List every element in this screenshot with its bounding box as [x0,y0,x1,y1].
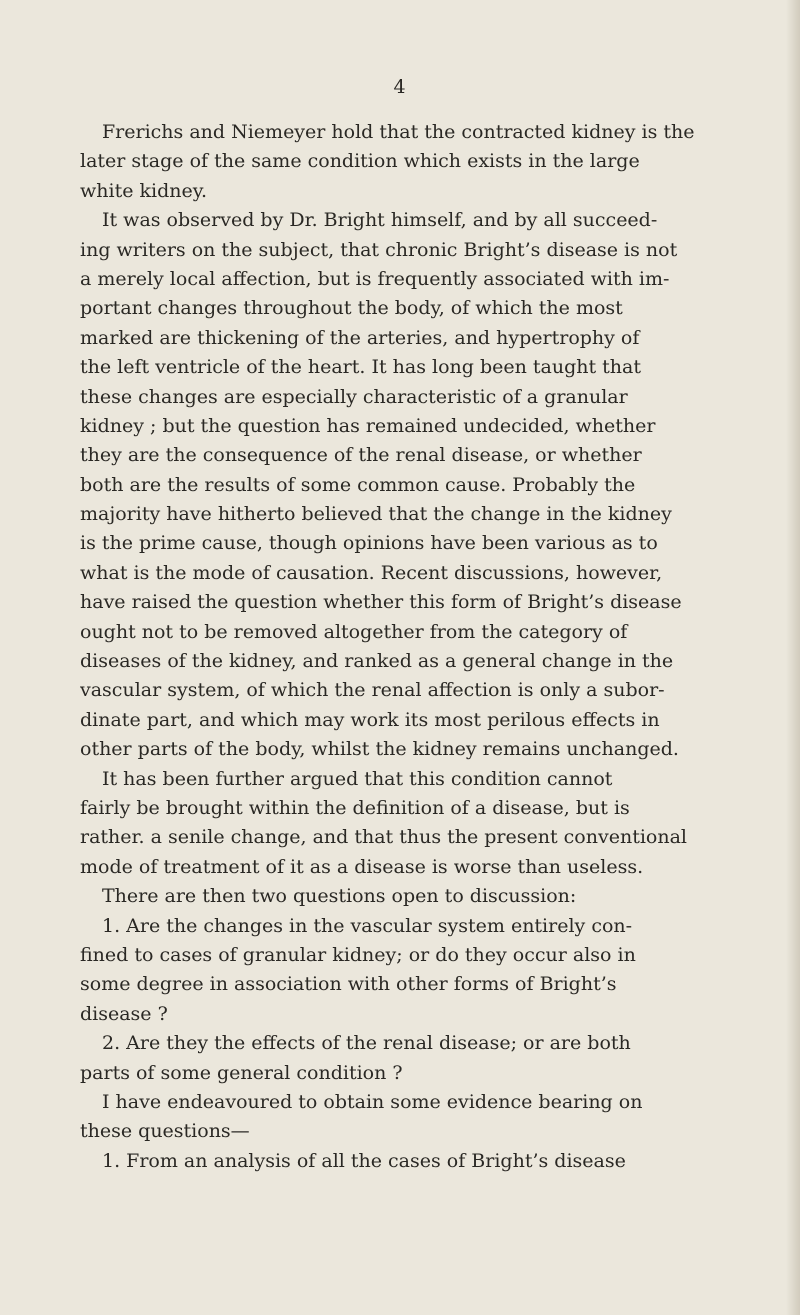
text-line: dinate part, and which may work its most perilous effects in [80,708,660,731]
text-line: 2. Are they the effects of the renal disease; or are both [102,1032,631,1055]
text-line: portant changes throughout the body, of which the most [80,297,623,320]
text-line: is the prime cause, though opinions have been various as to [80,532,658,555]
page-edge-shadow [786,0,800,1315]
text-line: diseases of the kidney, and ranked as a general change in the [80,650,674,673]
text-line: kidney ; but the question has remained undecided, whether [80,414,656,437]
text-line: what is the mode of causation. Recent discussions, however, [80,561,663,584]
text-line: marked are thickening of the arteries, and hypertrophy of [80,326,640,349]
text-line: these questions— [80,1120,250,1143]
text-line: a merely local affection, but is frequently associated with im- [80,267,670,290]
text-line: they are the consequence of the renal disease, or whether [80,444,642,467]
body-text [80,118,760,1176]
text-line: 1. From an analysis of all the cases of Bright’s disease [102,1149,626,1172]
text-line: white kidney. [80,179,207,202]
text-line: some degree in association with other forms of Bright’s [80,973,617,996]
text-line: vascular system, of which the renal affection is only a subor- [80,679,665,702]
text-line: the left ventricle of the heart. It has long been taught that [80,356,641,379]
text-line: majority have hitherto believed that the change in the kidney [80,503,672,526]
text-line: have raised the question whether this form of Bright’s disease [80,591,682,614]
text-line: 1. Are the changes in the vascular system entirely con- [102,914,633,937]
text-line: parts of some general condition ? [80,1061,403,1084]
text-line: ing writers on the subject, that chronic Bright’s disease is not [80,238,678,261]
text-line: later stage of the same condition which exists in the large [80,150,640,173]
page-number: 4 [393,76,407,98]
text-line: mode of treatment of it as a disease is worse than useless. [80,855,644,878]
text-line: other parts of the body, whilst the kidney remains unchanged. [80,738,679,761]
text-line: There are then two questions open to discussion: [102,885,577,908]
text-line: I have endeavoured to obtain some evidence bearing on [102,1090,643,1113]
text-line: It has been further argued that this condition cannot [102,767,613,790]
text-line: disease ? [80,1002,168,1025]
text-line: Frerichs and Niemeyer hold that the contracted kidney is the [102,121,695,143]
text-line: these changes are especially characteristic of a granular [80,385,628,408]
text-line: both are the results of some common cause. Probably the [80,473,636,496]
text-line: fairly be brought within the definition of a disease, but is [80,796,630,819]
text-line: rather. a senile change, and that thus the present conventional [80,826,687,849]
text-line: fined to cases of granular kidney; or do they occur also in [80,943,636,966]
text-line: ought not to be removed altogether from the category of [80,620,628,643]
text-line: It was observed by Dr. Bright himself, and by all succeed- [102,209,658,232]
